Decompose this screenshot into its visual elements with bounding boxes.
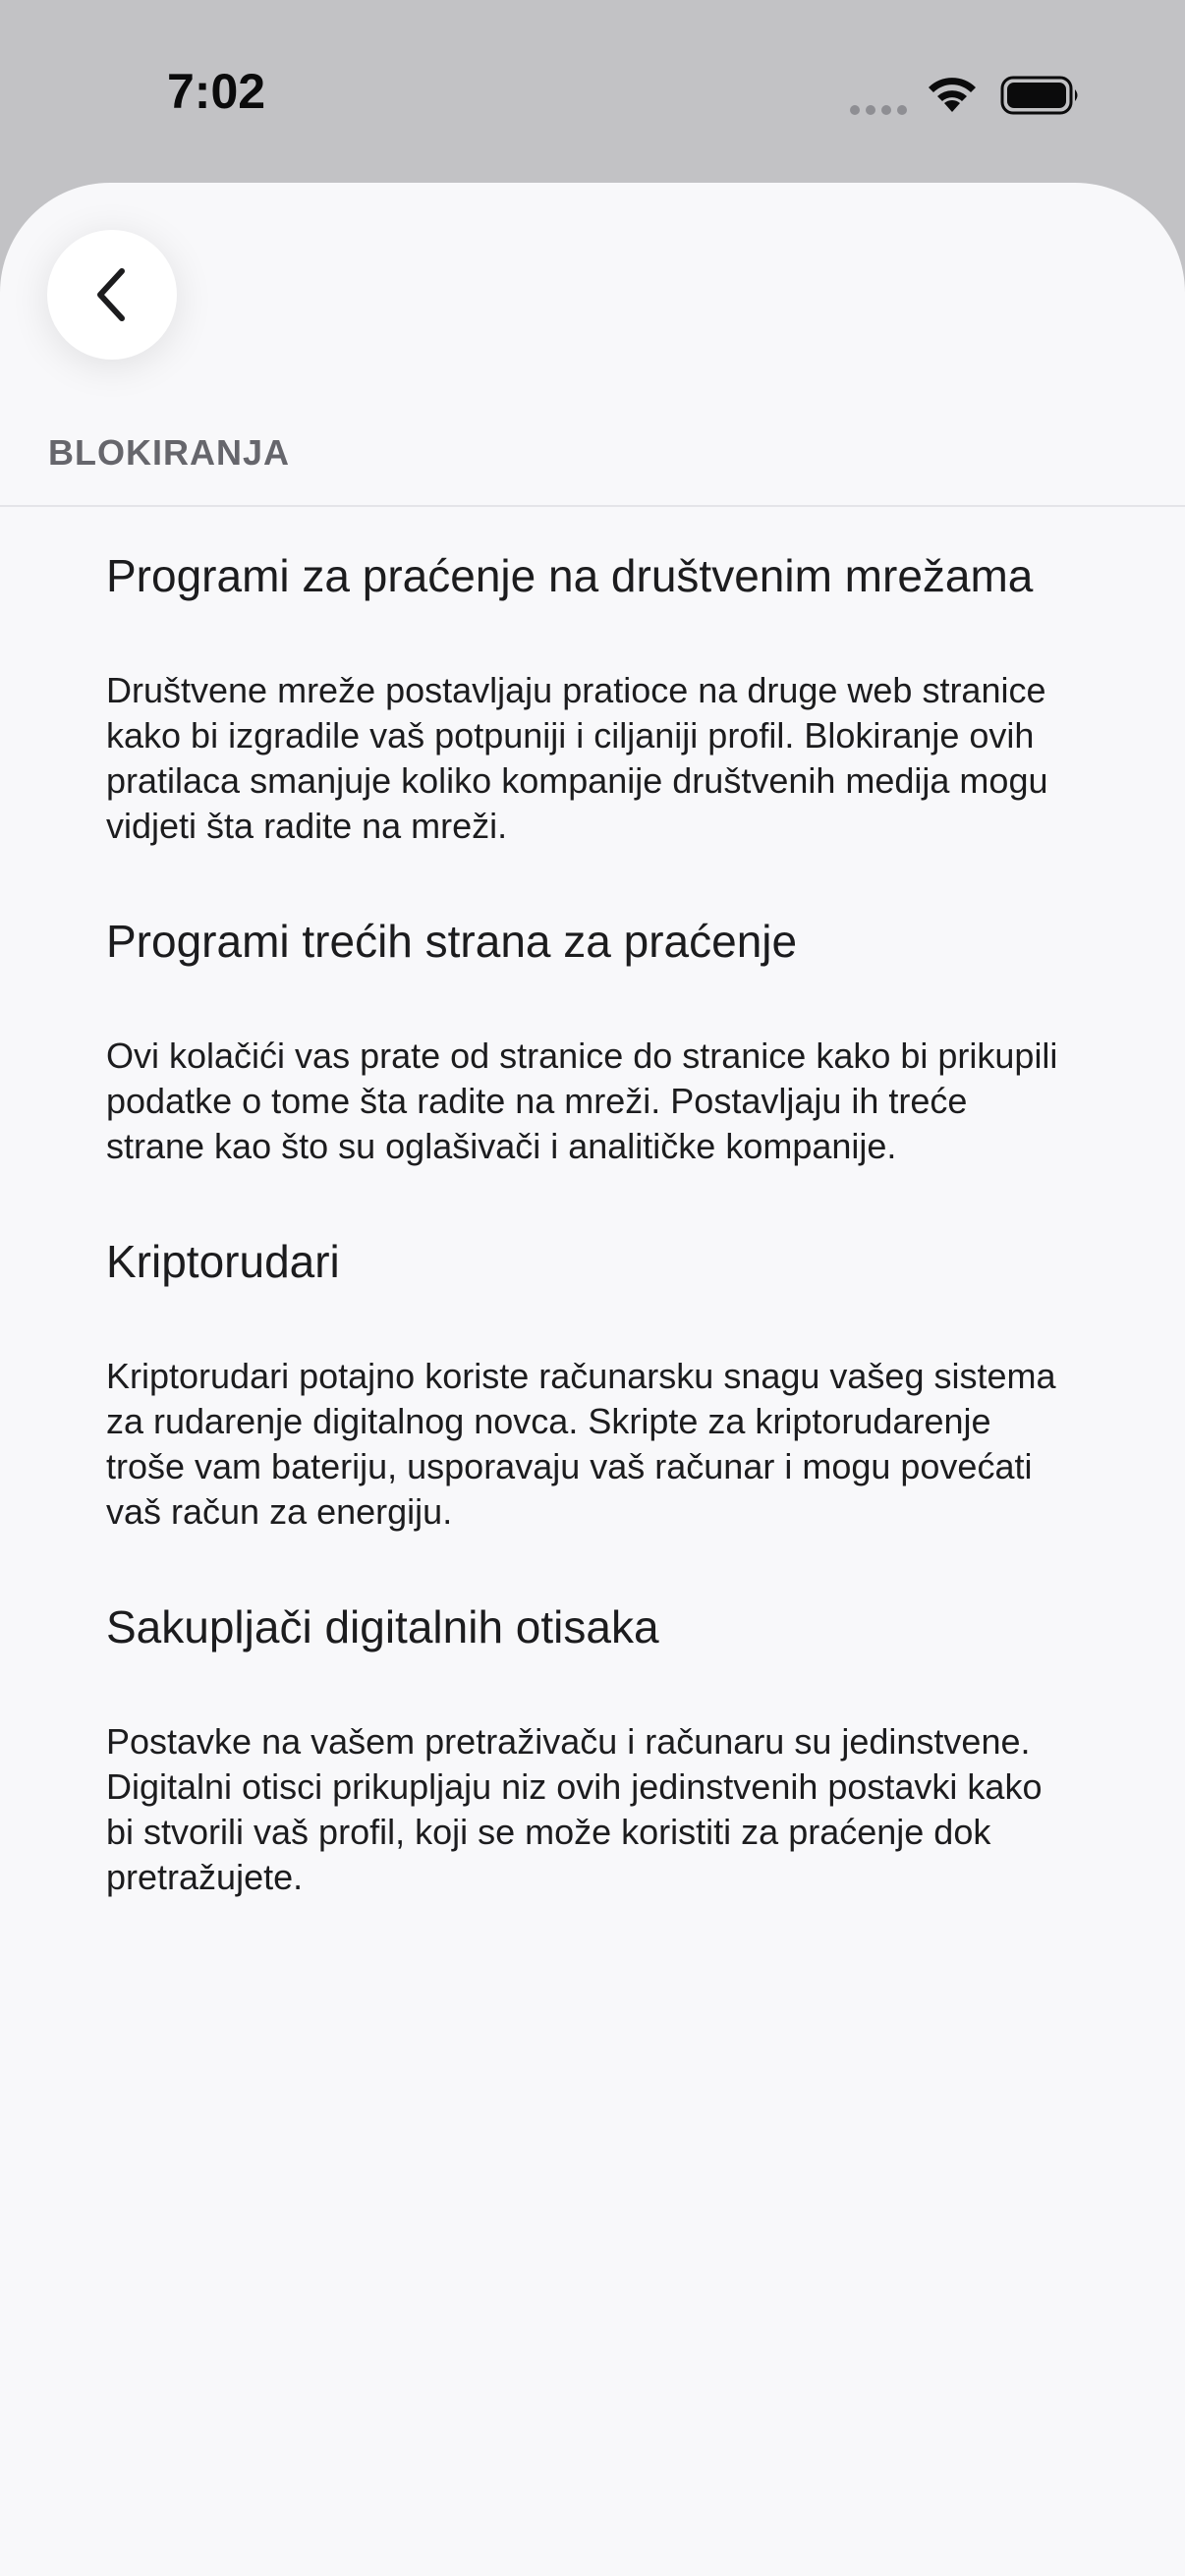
status-time: 7:02 <box>167 64 266 119</box>
sheet <box>0 183 1185 2576</box>
item-description: Postavke na vašem pretraživaču i računaru su jedinstvene. Digitalni otisci prikupljaju niz ovih jedinstvenih postavki kako bi stvorili vaš profil, koji se može koristiti za praćenje dok pretražujete. <box>106 1721 1043 1897</box>
item-description: Kriptorudari potajno koriste računarsku snagu vašeg sistema za rudarenje digitalnog novca. Skripte za kriptorudarenje troše vam bateriju, usporavaju vaš računar i mogu povećati vaš račun za energiju. <box>106 1356 1056 1532</box>
battery-icon <box>1000 75 1081 116</box>
list-item <box>106 1596 1069 1900</box>
signal-dots-icon <box>849 104 908 116</box>
section-header: BLOKIRANJA <box>48 432 291 473</box>
status-bar <box>0 0 1185 183</box>
item-title: Sakupljači digitalnih otisaka <box>106 1601 659 1652</box>
list-item <box>106 544 1069 849</box>
item-title: Programi trećih strana za praćenje <box>106 916 798 967</box>
chevron-left-icon <box>88 265 136 324</box>
item-title: Programi za praćenje na društvenim mrežama <box>106 550 1034 601</box>
back-button[interactable] <box>47 230 177 360</box>
item-title: Kriptorudari <box>106 1236 340 1287</box>
list-item <box>106 910 1069 1169</box>
content-list <box>106 544 1069 1961</box>
divider <box>0 505 1185 507</box>
item-description: Društvene mreže postavljaju pratioce na druge web stranice kako bi izgradile vaš potpuniji i ciljaniji profil. Blokiranje ovih pratilaca smanjuje koliko kompanije društvenih medija mogu vidjeti šta radite na mreži. <box>106 670 1048 846</box>
wifi-icon <box>926 73 979 114</box>
item-description: Ovi kolačići vas prate od stranice do stranice kako bi prikupili podatke o tome šta radite na mreži. Postavljaju ih treće strane kao što su oglašivači i analitičke kompanije. <box>106 1036 1058 1166</box>
list-item <box>106 1230 1069 1535</box>
